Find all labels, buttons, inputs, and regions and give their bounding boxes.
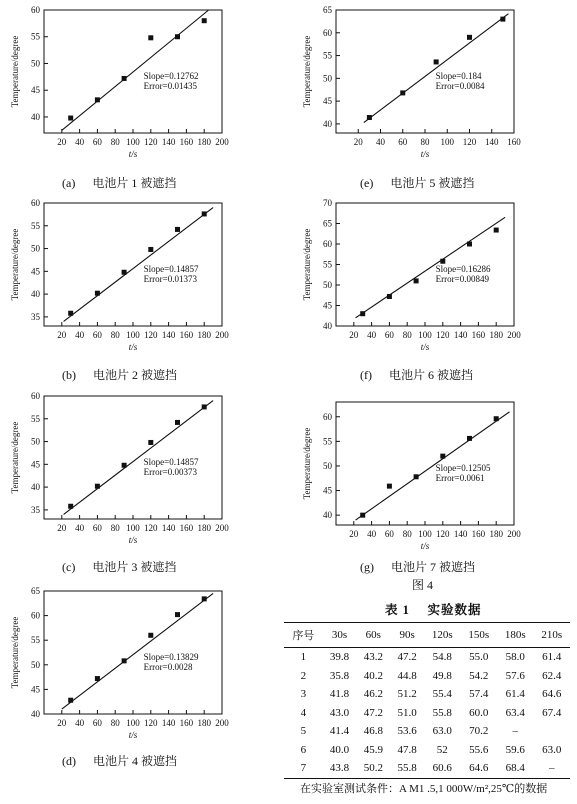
table-cell: 54.8 <box>432 651 452 664</box>
table-cell: 54.2 <box>469 669 489 682</box>
data-point <box>95 484 100 489</box>
data-point <box>467 242 472 247</box>
caption-g-text: 电池片 7 被遮挡 <box>391 560 476 574</box>
table-cell: 57.6 <box>505 669 525 682</box>
caption-c-text: 电池片 3 被遮挡 <box>92 560 177 574</box>
y-tick-label: 55 <box>323 436 332 447</box>
error-annotation: Error=0.0084 <box>435 80 485 91</box>
table-cell: 3 <box>300 688 307 701</box>
x-tick-label: 60 <box>92 523 102 533</box>
table-row <box>284 648 570 667</box>
y-tick-label: 55 <box>31 31 40 42</box>
table-cell: 64.6 <box>542 688 562 701</box>
data-point <box>122 270 127 275</box>
x-tick-label: 200 <box>215 523 229 533</box>
x-tick-label: 180 <box>197 718 211 728</box>
x-tick-label: 160 <box>179 523 194 533</box>
table-cell: 55.0 <box>469 651 489 664</box>
caption-f-prefix: (f) <box>360 368 372 382</box>
x-tick-label: 160 <box>179 718 194 728</box>
x-tick-label: 140 <box>161 523 176 533</box>
y-tick-label: 50 <box>323 280 332 290</box>
y-axis-label: Temperature/degree <box>302 35 312 108</box>
table-row <box>284 722 570 741</box>
x-tick-label: 160 <box>471 330 486 340</box>
x-tick-label: 100 <box>126 523 140 533</box>
x-tick-label: 80 <box>110 330 120 340</box>
y-tick-label: 65 <box>323 5 332 15</box>
table-header-cell: 120s <box>424 623 460 648</box>
x-tick-label: 100 <box>418 330 432 340</box>
x-tick-label: 120 <box>144 137 158 147</box>
data-point <box>68 698 73 703</box>
plot-a <box>8 4 234 162</box>
y-tick-label: 65 <box>323 218 332 229</box>
y-tick-label: 55 <box>31 413 40 424</box>
x-tick-label: 200 <box>215 137 229 147</box>
data-point <box>175 612 180 617</box>
y-tick-label: 45 <box>323 96 332 107</box>
x-tick-label: 180 <box>489 529 503 539</box>
x-axis-label: t/s <box>420 342 430 352</box>
y-axis-label: Temperature/degree <box>10 616 20 689</box>
data-point <box>494 416 499 421</box>
table-cell: 60.0 <box>469 706 489 719</box>
table-cell: 46.8 <box>363 725 383 738</box>
x-tick-label: 100 <box>418 529 432 539</box>
x-tick-label: 80 <box>402 529 412 539</box>
table-row <box>284 685 570 704</box>
data-point <box>95 97 100 102</box>
table-header-cell: 210s <box>533 623 570 648</box>
caption-a-text: 电池片 1 被遮挡 <box>92 176 177 190</box>
table-cell: 45.9 <box>363 743 383 756</box>
x-tick-label: 160 <box>507 137 521 147</box>
table-row <box>284 741 570 760</box>
table-header-cell: 60s <box>356 623 390 648</box>
y-tick-label: 60 <box>323 27 332 38</box>
table-cell: 1 <box>300 651 307 664</box>
data-point <box>202 404 207 409</box>
table-cell: 53.6 <box>397 725 417 738</box>
slope-annotation: Slope=0.184 <box>435 70 482 81</box>
table-cell: 55.6 <box>469 743 489 756</box>
x-tick-label: 140 <box>161 718 176 728</box>
x-tick-label: 200 <box>215 330 229 340</box>
table-header-cell: 序号 <box>284 623 323 648</box>
caption-g-prefix: (g) <box>360 560 374 574</box>
table-cell: – <box>533 759 570 778</box>
x-axis-label: t/s <box>128 342 138 352</box>
y-tick-label: 50 <box>323 73 332 84</box>
data-point <box>95 676 100 681</box>
data-point <box>387 294 392 299</box>
plot-g <box>300 396 526 554</box>
y-tick-label: 40 <box>31 111 40 122</box>
slope-annotation: Slope=0.16286 <box>435 263 491 274</box>
x-tick-label: 200 <box>507 529 521 539</box>
table-cell: 64.6 <box>461 759 497 778</box>
plot-b <box>8 197 234 355</box>
table-row <box>284 667 570 686</box>
table-cell: 47.2 <box>397 651 417 664</box>
x-tick-label: 20 <box>57 718 67 728</box>
data-point <box>175 420 180 425</box>
table-cell: 55.8 <box>432 706 452 719</box>
x-tick-label: 80 <box>420 137 430 147</box>
figure-label: 图 4 <box>412 578 434 592</box>
x-tick-label: 140 <box>453 529 468 539</box>
y-tick-label: 35 <box>31 504 40 515</box>
data-point <box>367 115 372 120</box>
caption-b <box>62 366 177 383</box>
data-point <box>500 17 505 22</box>
y-axis-label: Temperature/degree <box>10 421 20 494</box>
y-tick-label: 45 <box>31 684 40 695</box>
x-tick-label: 120 <box>462 137 477 147</box>
table-cell: 51.0 <box>397 706 417 719</box>
x-tick-label: 160 <box>179 330 194 340</box>
x-tick-label: 40 <box>376 137 385 147</box>
table-header-cell: 30s <box>323 623 357 648</box>
x-tick-label: 40 <box>75 523 85 533</box>
table-cell: 62.4 <box>542 669 562 682</box>
data-point <box>434 59 439 64</box>
x-tick-label: 140 <box>453 330 468 340</box>
data-point <box>95 291 100 296</box>
y-axis-label: Temperature/degree <box>10 35 20 108</box>
x-tick-label: 100 <box>126 718 140 728</box>
caption-b-text: 电池片 2 被遮挡 <box>93 368 178 382</box>
caption-f-text: 电池片 6 被遮挡 <box>389 368 474 382</box>
x-tick-label: 180 <box>197 137 211 147</box>
table-cell: 40.2 <box>363 669 383 682</box>
y-tick-label: 50 <box>31 243 40 254</box>
slope-annotation: Slope=0.14857 <box>143 263 199 274</box>
caption-g <box>360 558 475 575</box>
slope-annotation: Slope=0.13829 <box>143 651 199 662</box>
table-cell: 63.0 <box>432 725 452 738</box>
table-cell: 60.6 <box>424 759 460 778</box>
data-point <box>68 116 73 121</box>
y-tick-label: 60 <box>31 391 40 401</box>
x-tick-label: 20 <box>349 330 359 340</box>
table-note: 在实验室测试条件：A M1 .5,1 000W/m²,25℃的数据 <box>300 783 548 795</box>
y-tick-label: 60 <box>31 610 40 621</box>
plot-f <box>300 197 526 355</box>
y-tick-label: 45 <box>31 85 40 96</box>
x-tick-label: 120 <box>436 529 450 539</box>
caption-b-prefix: (b) <box>62 368 76 382</box>
x-tick-label: 20 <box>349 529 359 539</box>
data-point <box>202 211 207 216</box>
slope-annotation: Slope=0.14857 <box>143 456 199 467</box>
y-tick-label: 50 <box>31 436 40 447</box>
error-annotation: Error=0.0028 <box>143 661 193 672</box>
x-tick-label: 20 <box>57 330 67 340</box>
x-tick-label: 140 <box>161 137 176 147</box>
table-cell: 2 <box>300 669 307 682</box>
y-tick-label: 45 <box>31 266 40 277</box>
data-point <box>122 658 127 663</box>
x-tick-label: 80 <box>110 137 120 147</box>
fit-line <box>364 14 509 123</box>
x-tick-label: 40 <box>75 137 85 147</box>
x-tick-label: 60 <box>398 137 408 147</box>
data-point <box>175 227 180 232</box>
y-tick-label: 65 <box>31 586 40 596</box>
table-cell: 51.2 <box>397 688 417 701</box>
table-cell: 43.0 <box>329 706 350 719</box>
x-tick-label: 180 <box>197 523 211 533</box>
x-tick-label: 80 <box>402 330 412 340</box>
y-tick-label: 50 <box>323 460 332 471</box>
x-tick-label: 60 <box>384 330 394 340</box>
x-tick-label: 200 <box>507 330 521 340</box>
table-header-cell: 150s <box>461 623 497 648</box>
x-axis-label: t/s <box>420 541 430 551</box>
x-tick-label: 20 <box>57 523 67 533</box>
table-cell: 41.4 <box>329 725 350 738</box>
table-cell: 61.4 <box>505 688 525 701</box>
table-cell: 63.0 <box>542 743 562 756</box>
y-axis-label: Temperature/degree <box>302 228 312 301</box>
error-annotation: Error=0.00849 <box>435 273 490 284</box>
y-tick-label: 45 <box>323 300 332 311</box>
x-axis-label: t/s <box>128 535 138 545</box>
caption-d-text: 电池片 4 被遮挡 <box>93 754 178 768</box>
caption-e-prefix: (e) <box>360 176 374 190</box>
caption-c-prefix: (c) <box>62 560 76 574</box>
y-tick-label: 40 <box>31 709 40 719</box>
x-tick-label: 140 <box>161 330 176 340</box>
y-tick-label: 55 <box>323 259 332 270</box>
x-tick-label: 80 <box>110 718 120 728</box>
data-point <box>467 436 472 441</box>
data-point <box>414 474 419 479</box>
table-cell: – <box>512 725 518 738</box>
table-row <box>284 759 570 778</box>
table-cell: 58.0 <box>505 651 525 664</box>
caption-f <box>360 366 473 383</box>
table-cell: 63.4 <box>505 706 525 719</box>
x-tick-label: 120 <box>144 718 158 728</box>
table-header-cell: 180s <box>497 623 533 648</box>
x-tick-label: 100 <box>440 137 454 147</box>
data-point <box>202 596 207 601</box>
y-tick-label: 45 <box>31 459 40 470</box>
x-tick-label: 200 <box>215 718 229 728</box>
data-point <box>148 247 153 252</box>
y-tick-label: 60 <box>323 239 332 249</box>
table-cell: 43.2 <box>363 651 383 664</box>
data-point <box>360 311 365 316</box>
y-axis-label: Temperature/degree <box>10 228 20 301</box>
x-tick-label: 160 <box>179 137 194 147</box>
table-title: 表 1 实验数据 <box>385 603 482 617</box>
plot-c <box>8 390 234 548</box>
table-cell: 59.6 <box>505 743 525 756</box>
data-point <box>387 484 392 489</box>
y-tick-label: 40 <box>31 289 40 300</box>
data-point <box>400 90 405 95</box>
data-point <box>175 34 180 39</box>
table-cell: 7 <box>284 759 323 778</box>
table-body <box>284 648 570 779</box>
table-header-cell: 90s <box>390 623 424 648</box>
x-tick-label: 180 <box>197 330 211 340</box>
x-tick-label: 180 <box>489 330 503 340</box>
y-tick-label: 55 <box>323 50 332 61</box>
table-cell: 47.2 <box>363 706 383 719</box>
table-cell: 67.4 <box>542 706 562 719</box>
data-point <box>414 278 419 283</box>
data-point <box>122 463 127 468</box>
table-cell: 35.8 <box>329 669 350 682</box>
y-tick-label: 40 <box>323 118 332 129</box>
data-point <box>68 504 73 509</box>
data-point <box>148 35 153 40</box>
x-tick-label: 40 <box>367 330 377 340</box>
data-table <box>284 622 570 779</box>
caption-a-prefix: (a) <box>62 176 76 190</box>
x-axis-label: t/s <box>128 730 138 740</box>
table-cell <box>533 722 570 741</box>
slope-annotation: Slope=0.12505 <box>435 462 491 473</box>
table-cell: 40.0 <box>329 743 350 756</box>
error-annotation: Error=0.01435 <box>143 80 198 91</box>
y-tick-label: 55 <box>31 635 40 646</box>
y-tick-label: 40 <box>323 510 332 521</box>
x-tick-label: 80 <box>110 523 120 533</box>
caption-e-text: 电池片 5 被遮挡 <box>390 176 475 190</box>
table-cell: 49.8 <box>432 669 452 682</box>
plot-d <box>8 585 234 743</box>
table-cell: 43.8 <box>323 759 357 778</box>
y-axis-label: Temperature/degree <box>302 427 312 500</box>
data-point <box>68 311 73 316</box>
x-tick-label: 60 <box>92 718 102 728</box>
slope-annotation: Slope=0.12762 <box>143 70 199 81</box>
x-tick-label: 100 <box>126 330 140 340</box>
y-tick-label: 50 <box>31 58 40 69</box>
data-point <box>148 633 153 638</box>
x-tick-label: 40 <box>367 529 377 539</box>
plot-frame <box>336 10 514 133</box>
data-point <box>494 228 499 233</box>
x-tick-label: 60 <box>92 330 102 340</box>
x-tick-label: 100 <box>126 137 140 147</box>
table-cell: 39.8 <box>329 651 350 664</box>
table-cell: 6 <box>300 743 307 756</box>
error-annotation: Error=0.01373 <box>143 273 198 284</box>
table-cell: 70.2 <box>469 725 489 738</box>
x-tick-label: 20 <box>353 137 363 147</box>
y-tick-label: 45 <box>323 485 332 496</box>
data-point <box>202 18 207 23</box>
data-point <box>360 513 365 518</box>
table-cell: 41.8 <box>329 688 350 701</box>
x-tick-label: 120 <box>144 330 158 340</box>
data-point <box>467 35 472 40</box>
plot-e <box>300 4 526 162</box>
table-cell: 52 <box>436 743 448 756</box>
y-tick-label: 60 <box>31 198 40 208</box>
y-tick-label: 55 <box>31 220 40 231</box>
table-cell: 5 <box>300 725 307 738</box>
data-point <box>122 76 127 81</box>
caption-d-prefix: (d) <box>62 754 76 768</box>
table-cell: 61.4 <box>542 651 562 664</box>
caption-e <box>360 174 474 191</box>
table-cell: 4 <box>300 706 307 719</box>
x-tick-label: 40 <box>75 718 85 728</box>
table-cell: 57.4 <box>469 688 489 701</box>
table-cell: 55.8 <box>390 759 424 778</box>
table-header-row <box>284 623 570 648</box>
table-row <box>284 704 570 723</box>
y-tick-label: 40 <box>323 321 332 331</box>
data-point <box>440 454 445 459</box>
y-tick-label: 60 <box>323 411 332 422</box>
table-cell: 44.8 <box>397 669 417 682</box>
x-tick-label: 60 <box>92 137 102 147</box>
x-tick-label: 120 <box>436 330 450 340</box>
x-axis-label: t/s <box>420 149 430 159</box>
y-tick-label: 50 <box>31 659 40 670</box>
x-tick-label: 140 <box>485 137 499 147</box>
error-annotation: Error=0.0061 <box>435 472 485 483</box>
y-tick-label: 40 <box>31 482 40 493</box>
table-cell: 47.8 <box>397 743 417 756</box>
x-tick-label: 120 <box>144 523 158 533</box>
error-annotation: Error=0.00373 <box>143 466 198 477</box>
table-cell: 46.2 <box>363 688 383 701</box>
caption-a <box>62 174 176 191</box>
caption-d <box>62 752 177 769</box>
x-axis-label: t/s <box>128 149 138 159</box>
x-tick-label: 60 <box>384 529 394 539</box>
y-tick-label: 70 <box>323 198 332 208</box>
x-tick-label: 40 <box>75 330 85 340</box>
caption-c <box>62 558 176 575</box>
x-tick-label: 160 <box>471 529 486 539</box>
y-tick-label: 60 <box>31 5 40 15</box>
table-cell: 55.4 <box>432 688 452 701</box>
table-cell: 68.4 <box>497 759 533 778</box>
x-tick-label: 20 <box>57 137 67 147</box>
table-cell: 50.2 <box>356 759 390 778</box>
y-tick-label: 35 <box>31 311 40 322</box>
data-point <box>148 440 153 445</box>
